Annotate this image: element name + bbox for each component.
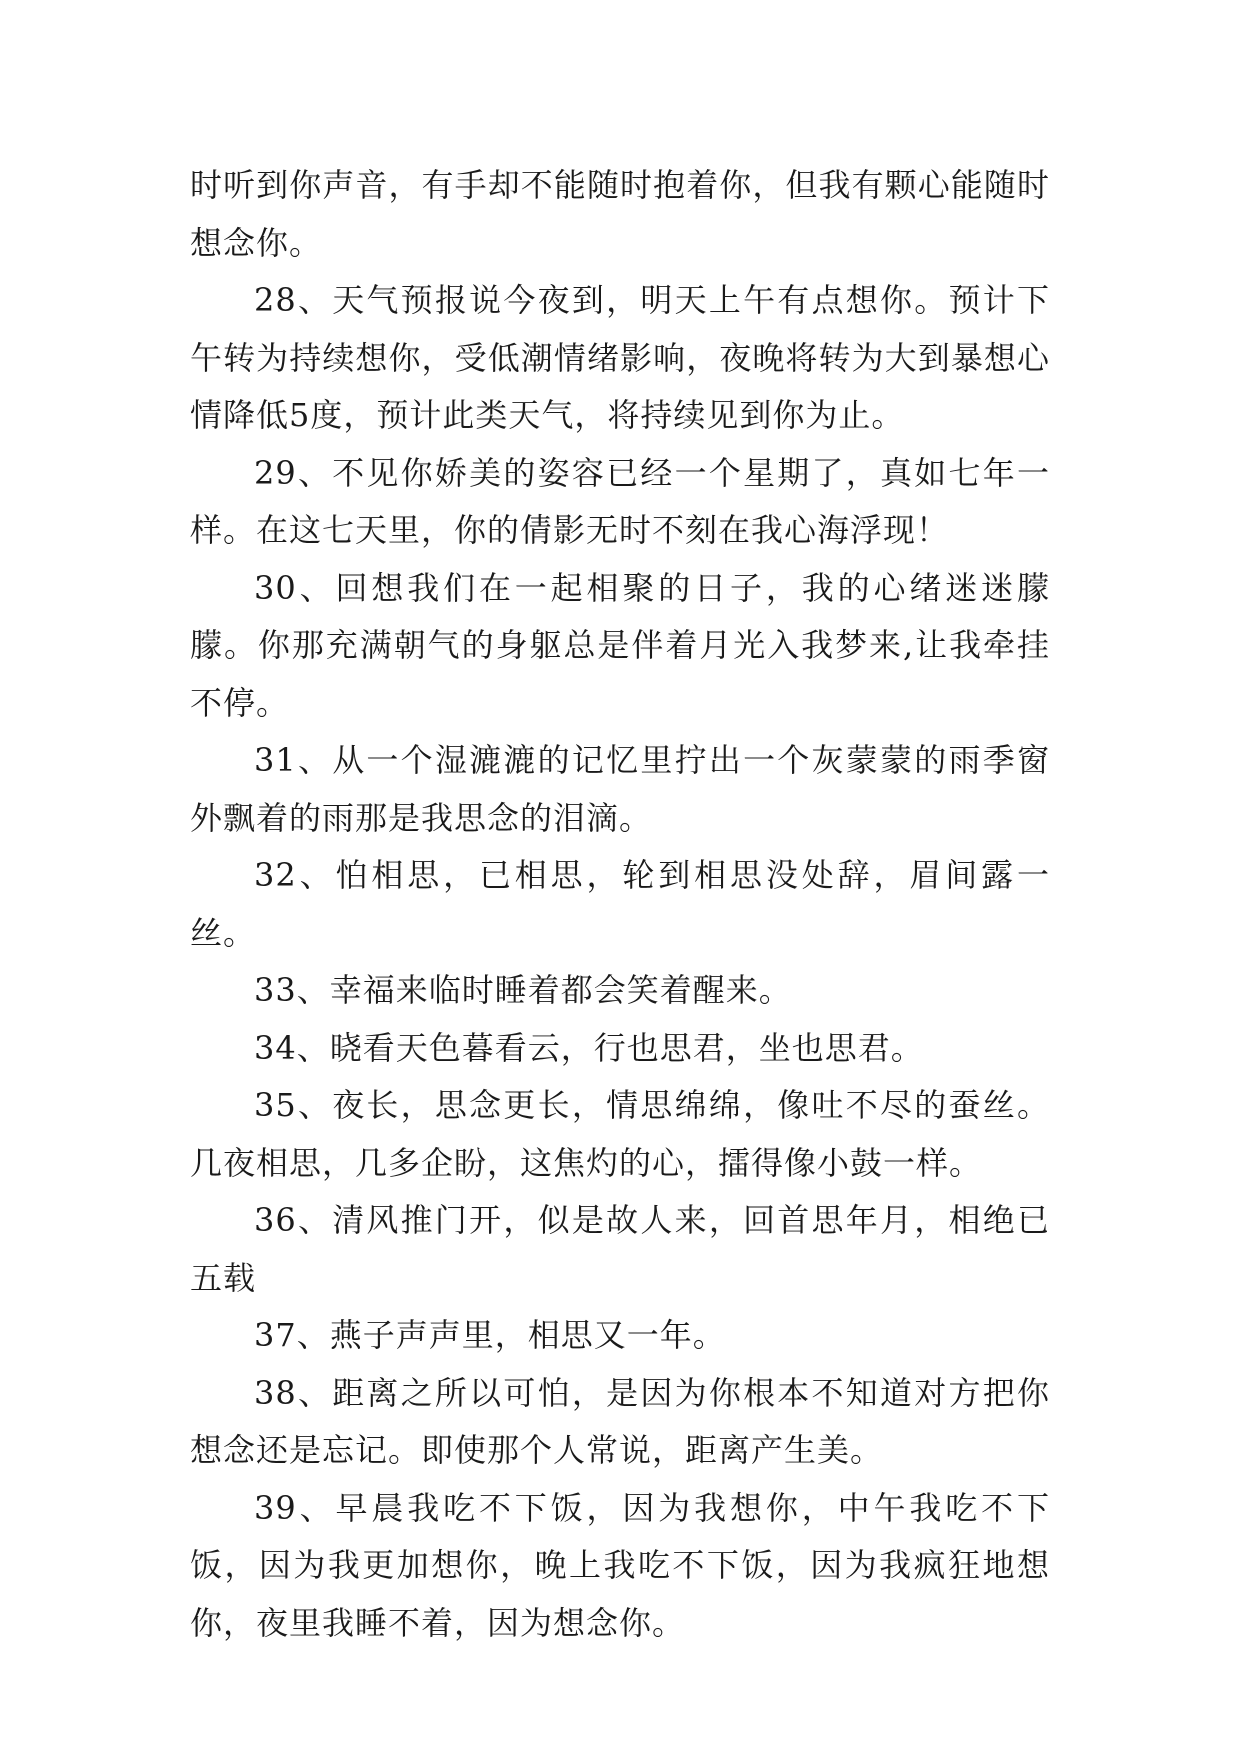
paragraph-28: 28、天气预报说今夜到，明天上午有点想你。预计下午转为持续想你，受低潮情绪影响，夜晚将转为大到暴想心情降低5度，预计此类天气，将持续见到你为止。: [190, 281, 1050, 434]
paragraph-34: 34、晓看天色暮看云，行也思君，坐也思君。: [254, 1028, 924, 1067]
paragraph-30: 30、回想我们在一起相聚的日子，我的心绪迷迷朦朦。你那充满朝气的身躯总是伴着月光入我梦来,让我牵挂不停。: [190, 568, 1050, 722]
document-body: [190, 157, 1050, 1652]
paragraph-37: 37、燕子声声里，相思又一年。: [254, 1316, 726, 1354]
paragraph-31: 31、从一个湿漉漉的记忆里拧出一个灰蒙蒙的雨季窗外飘着的雨那是我思念的泪滴。: [190, 741, 1050, 837]
paragraph-32: 32、怕相思，已相思，轮到相思没处辞，眉间露一丝。: [190, 856, 1050, 952]
paragraph-36: 36、清风推门开，似是故人来，回首思年月，相绝已五载: [190, 1201, 1050, 1297]
paragraph-29: 29、不见你娇美的姿容已经一个星期了，真如七年一样。在这七天里，你的倩影无时不刻在我心海浮现！: [190, 453, 1050, 549]
paragraph-39: 39、早晨我吃不下饭，因为我想你，中午我吃不下饭，因为我更加想你，晚上我吃不下饭，因为我疯狂地想你，夜里我睡不着，因为想念你。: [190, 1488, 1050, 1642]
paragraph-38: 38、距离之所以可怕，是因为你根本不知道对方把你想念还是忘记。即使那个人常说，距离产生美。: [190, 1373, 1050, 1469]
paragraph-continuation: 时听到你声音，有手却不能随时抱着你，但我有颗心能随时想念你。: [190, 166, 1050, 262]
paragraph-35: 35、夜长，思念更长，情思绵绵，像吐不尽的蚕丝。几夜相思，几多企盼，这焦灼的心，擂得像小鼓一样。: [190, 1086, 1050, 1182]
paragraph-33: 33、幸福来临时睡着都会笑着醒来。: [254, 971, 792, 1009]
